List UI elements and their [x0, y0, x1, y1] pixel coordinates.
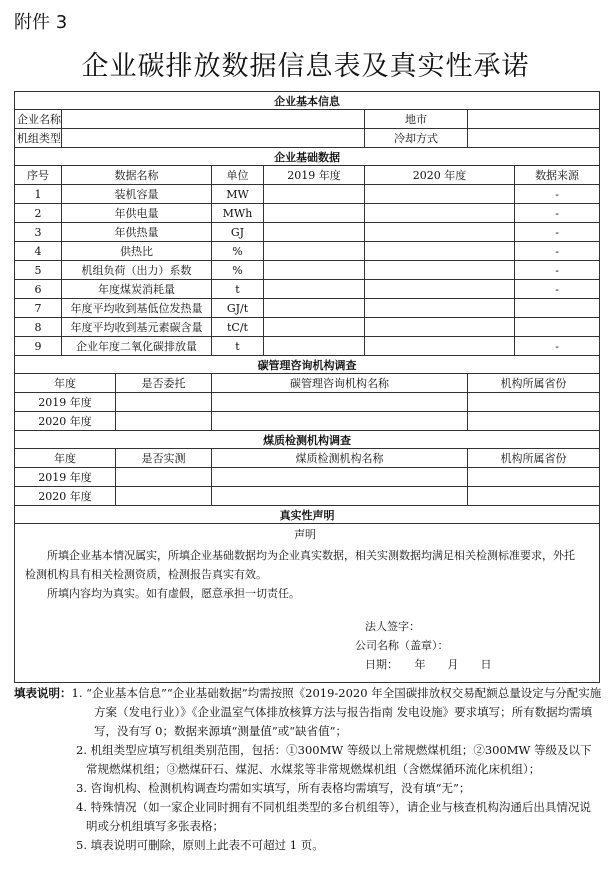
row-no: 2 — [15, 204, 62, 223]
carbon-entrusted-field[interactable] — [116, 412, 212, 431]
row-data-name: 年供电量 — [62, 204, 212, 223]
row-source[interactable]: - — [515, 204, 600, 223]
row-unit: MW — [212, 185, 264, 204]
company-seal-label: 公司名称（盖章）： — [355, 639, 449, 652]
carbon-col-year: 年度 — [15, 374, 116, 393]
unit-type-label: 机组类型 — [15, 129, 62, 148]
row-source[interactable]: - — [515, 280, 600, 299]
row-2019-value[interactable] — [264, 299, 365, 318]
carbon-data-form — [14, 91, 600, 683]
table-row — [15, 261, 600, 280]
note-3: 3. 咨询机构、检测机构调查均需如实填写，所有表格均需填写，没有填“无”； — [76, 781, 471, 795]
table-row — [15, 204, 600, 223]
row-no: 1 — [15, 185, 62, 204]
row-2020-value[interactable] — [365, 204, 515, 223]
location-field[interactable] — [468, 110, 600, 129]
col-2020: 2020 年度 — [365, 166, 515, 185]
row-no: 8 — [15, 318, 62, 337]
note-2: 2. 机组类型应填写机组类别范围，包括：①300MW 等级以上常规燃煤机组；②300MW 等级及以下常规燃煤机组；③燃煤矸石、煤泥、水煤浆等非常规燃煤机组（含燃煤循环流化床机组）； — [76, 743, 592, 776]
row-unit: t — [212, 337, 264, 356]
row-unit: GJ/t — [212, 299, 264, 318]
company-name-field[interactable] — [62, 110, 365, 129]
section-coal-survey: 煤质检测机构调查 — [15, 431, 600, 449]
row-source[interactable] — [515, 299, 600, 318]
coal-col-agency: 煤质检测机构名称 — [212, 449, 468, 468]
table-row — [15, 337, 600, 356]
row-source[interactable]: - — [515, 242, 600, 261]
declaration-para-2: 所填内容均为真实。如有虚假，愿意承担一切责任。 — [47, 587, 300, 600]
row-2020-value[interactable] — [365, 337, 515, 356]
coal-col-measured: 是否实测 — [116, 449, 212, 468]
row-2019-value[interactable] — [264, 185, 365, 204]
signature-label: 法人签字： — [365, 620, 420, 633]
note-1b: 方案（发电行业）》《企业温室气体排放核算方法与报告指南 发电设施》要求填写；所有数据均需填写，没有写 0；数据来源填“测量值”或“缺省值”； — [94, 705, 593, 738]
row-source[interactable]: - — [515, 261, 600, 280]
table-row — [15, 318, 600, 337]
coal-province-field[interactable] — [468, 468, 600, 487]
coal-col-province: 机构所属省份 — [468, 449, 600, 468]
row-2020-value[interactable] — [365, 223, 515, 242]
carbon-year-2020: 2020 年度 — [15, 412, 116, 431]
note-5: 5. 填表说明可删除，原则上此表不可超过 1 页。 — [76, 838, 324, 852]
carbon-agency-field[interactable] — [212, 412, 468, 431]
carbon-agency-field[interactable] — [212, 393, 468, 412]
coal-measured-field[interactable] — [116, 487, 212, 506]
coal-year-2020: 2020 年度 — [15, 487, 116, 506]
row-no: 5 — [15, 261, 62, 280]
declaration-subtitle: 声明 — [294, 528, 317, 541]
carbon-entrusted-field[interactable] — [116, 393, 212, 412]
row-unit: % — [212, 242, 264, 261]
row-2019-value[interactable] — [264, 337, 365, 356]
table-row — [15, 185, 600, 204]
row-2020-value[interactable] — [365, 261, 515, 280]
section-declaration: 真实性声明 — [15, 506, 600, 524]
row-data-name: 年度平均收到基元素碳含量 — [62, 318, 212, 337]
col-no: 序号 — [15, 166, 62, 185]
row-2019-value[interactable] — [264, 318, 365, 337]
declaration-para-1: 所填企业基本情况属实，所填企业基础数据均为企业真实数据，相关实测数据均满足相关检测标准要求，外托检测机构具有相关检测资质，检测报告真实有效。 — [25, 549, 575, 581]
row-no: 3 — [15, 223, 62, 242]
row-source[interactable] — [515, 318, 600, 337]
row-data-name: 企业年度二氧化碳排放量 — [62, 337, 212, 356]
row-no: 9 — [15, 337, 62, 356]
row-2019-value[interactable] — [264, 204, 365, 223]
row-data-name: 装机容量 — [62, 185, 212, 204]
page-title: 企业碳排放数据信息表及真实性承诺 — [81, 51, 530, 82]
row-2020-value[interactable] — [365, 242, 515, 261]
row-unit: MWh — [212, 204, 264, 223]
section-carbon-survey: 碳管理咨询机构调查 — [15, 356, 600, 374]
row-unit: GJ — [212, 223, 264, 242]
carbon-col-province: 机构所属省份 — [468, 374, 600, 393]
row-2020-value[interactable] — [365, 318, 515, 337]
row-no: 4 — [15, 242, 62, 261]
annex-label: 附件 3 — [14, 12, 68, 33]
row-unit: t — [212, 280, 264, 299]
row-source[interactable]: - — [515, 337, 600, 356]
col-unit: 单位 — [212, 166, 264, 185]
notes-lead: 填表说明： — [14, 686, 72, 700]
table-row — [15, 299, 600, 318]
row-2019-value[interactable] — [264, 261, 365, 280]
declaration-body — [15, 524, 600, 683]
row-2019-value[interactable] — [264, 280, 365, 299]
location-label: 地市 — [365, 110, 468, 129]
carbon-col-entrusted: 是否委托 — [116, 374, 212, 393]
carbon-province-field[interactable] — [468, 393, 600, 412]
row-data-name: 年度煤炭消耗量 — [62, 280, 212, 299]
coal-province-field[interactable] — [468, 487, 600, 506]
row-source[interactable]: - — [515, 223, 600, 242]
note-4: 4. 特殊情况（如一家企业同时拥有不同机组类型的多台机组等），请企业与核查机构沟通后出具情况说明或分机组填写多张表格； — [76, 800, 591, 833]
fill-instructions — [14, 684, 602, 855]
unit-type-field[interactable] — [62, 129, 365, 148]
company-name-label: 企业名称 — [15, 110, 62, 129]
cooling-field[interactable] — [468, 129, 600, 148]
row-unit: % — [212, 261, 264, 280]
row-no: 6 — [15, 280, 62, 299]
coal-year-2019: 2019 年度 — [15, 468, 116, 487]
col-2019: 2019 年度 — [264, 166, 365, 185]
section-basic-data: 企业基础数据 — [15, 148, 600, 166]
row-source[interactable]: - — [515, 185, 600, 204]
table-row — [15, 280, 600, 299]
coal-agency-field[interactable] — [212, 468, 468, 487]
cooling-label: 冷却方式 — [365, 129, 468, 148]
section-basic-info: 企业基本信息 — [15, 92, 600, 110]
date-label: 日期： 年 月 日 — [365, 658, 492, 671]
coal-agency-field[interactable] — [212, 487, 468, 506]
row-data-name: 年供热量 — [62, 223, 212, 242]
row-2020-value[interactable] — [365, 299, 515, 318]
coal-col-year: 年度 — [15, 449, 116, 468]
row-2020-value[interactable] — [365, 280, 515, 299]
note-1a: 1. “企业基本信息”“企业基础数据”均需按照《2019-2020 年全国碳排放权交易配额总量设定与分配实施 — [71, 686, 602, 700]
row-data-name: 年度平均收到基低位发热量 — [62, 299, 212, 318]
row-data-name: 机组负荷（出力）系数 — [62, 261, 212, 280]
row-2019-value[interactable] — [264, 242, 365, 261]
row-no: 7 — [15, 299, 62, 318]
row-2019-value[interactable] — [264, 223, 365, 242]
coal-measured-field[interactable] — [116, 468, 212, 487]
row-unit: tC/t — [212, 318, 264, 337]
col-source: 数据来源 — [515, 166, 600, 185]
carbon-col-agency: 碳管理咨询机构名称 — [212, 374, 468, 393]
row-2020-value[interactable] — [365, 185, 515, 204]
carbon-year-2019: 2019 年度 — [15, 393, 116, 412]
table-row — [15, 242, 600, 261]
carbon-province-field[interactable] — [468, 412, 600, 431]
col-data-name: 数据名称 — [62, 166, 212, 185]
table-row — [15, 223, 600, 242]
row-data-name: 供热比 — [62, 242, 212, 261]
